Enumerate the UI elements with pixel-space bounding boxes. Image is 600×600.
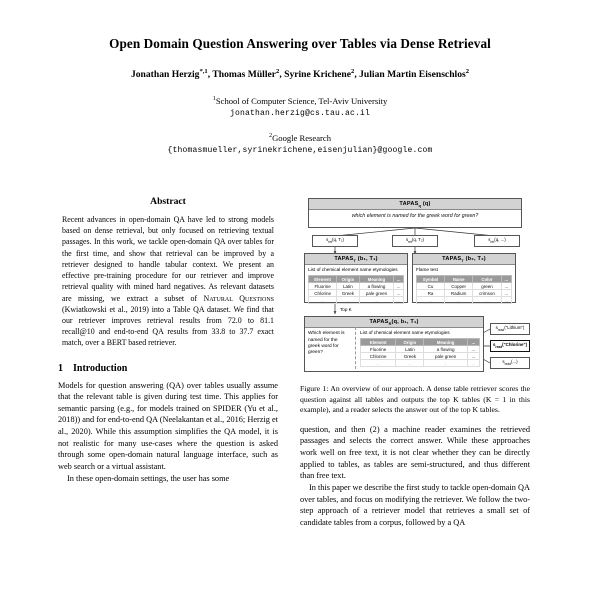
email-1: jonathan.herzig@cs.tau.ac.il	[229, 108, 371, 118]
cell: Chlorine	[309, 290, 337, 297]
cell: ...	[467, 353, 479, 360]
author-4-marks: 2	[465, 67, 470, 75]
score-box-2-sub: ret	[408, 240, 412, 245]
retriever-header	[309, 199, 521, 210]
affiliation-1-marker: 1	[212, 94, 216, 102]
answer-box-2-arg: ("Chlorine")	[502, 342, 528, 348]
figure-diagram	[300, 196, 530, 376]
cell: Ra	[417, 290, 445, 297]
cell: Chlorine	[361, 353, 396, 360]
col-header: Meaning	[424, 339, 467, 346]
answer-box-3-arg: (...)	[511, 359, 518, 365]
col-header: ...	[394, 276, 404, 283]
retriever-header-main: TAPAS	[399, 200, 419, 207]
table-row	[309, 290, 404, 297]
reader-question-text: Which element is named for the greek word for green?	[308, 331, 345, 355]
abstract-part-1: Recent advances in open-domain QA have led to strong models based on dense retrieval, but only focused on retrieving textual passages. In this work, we tackle open-domain QA over tables for the first time, and show that retrieval can be improved by a retriever designed to handle tabular context. We present an effective pre-training procedure for our retriever and improve retrieval quality with mined hard negatives. As relevant datasets are missing, we extract a subset of	[62, 215, 274, 303]
affiliation-2	[58, 132, 542, 144]
score-box-1-arg: (q, T₁)	[332, 237, 344, 243]
table-box-1-table	[308, 275, 404, 304]
col-header: Element	[309, 276, 337, 283]
score-box-2	[392, 235, 438, 247]
reader-table	[360, 338, 480, 367]
col-header: Color	[473, 276, 501, 283]
retriever-question-box	[308, 198, 522, 228]
answer-box-1-main: s	[495, 325, 498, 331]
cell: ...	[417, 297, 445, 304]
affiliation-2-label: Google Research	[272, 132, 332, 143]
affiliation-1	[58, 95, 542, 107]
answer-box-2-main: s	[492, 342, 496, 348]
email-2: {thomasmueller,syrinekrichene,eisenjulian}@google.com	[167, 146, 433, 156]
answer-box-3-sub: read	[504, 362, 511, 367]
cell: ...	[473, 297, 501, 304]
answer-box-3	[490, 357, 530, 369]
score-box-1-sub: ret	[328, 240, 333, 245]
author-2-marks: 2	[276, 67, 280, 75]
table-row	[417, 283, 512, 290]
cell: ...	[501, 290, 511, 297]
cell: ...	[337, 297, 359, 304]
author-sep-2: ,	[279, 69, 285, 81]
table-header-row	[361, 339, 480, 346]
author-4: Julian Martin Eisenschlos	[359, 69, 466, 81]
table-row	[361, 360, 480, 367]
author-1: Jonathan Herzig	[130, 69, 200, 81]
retriever-header-arg: (q)	[422, 200, 431, 207]
cell: ...	[501, 297, 511, 304]
author-1-marks: *,1	[199, 67, 208, 75]
answer-box-3-main: s	[502, 359, 505, 365]
table-header-row	[309, 276, 404, 283]
top-k-label: Top K	[340, 307, 352, 312]
cell: ...	[467, 360, 479, 367]
table-row	[361, 346, 480, 353]
cell: ...	[424, 360, 467, 367]
table-box-1-header-sub: T	[353, 258, 356, 263]
cell: ...	[359, 297, 394, 304]
col-header: Meaning	[359, 276, 394, 283]
col-header: Origin	[396, 339, 424, 346]
score-box-3	[474, 235, 520, 247]
table-row	[417, 297, 512, 304]
section-heading-introduction	[58, 363, 278, 374]
cell: Cu	[417, 283, 445, 290]
cell: ...	[394, 290, 404, 297]
score-box-2-main: s	[405, 237, 409, 243]
cell: Copper	[445, 283, 473, 290]
cell: a flowing	[359, 283, 394, 290]
answer-box-1-arg: ("Lithium")	[504, 325, 525, 331]
cell: ...	[467, 346, 479, 353]
reader-table-area	[357, 328, 483, 367]
intro-paragraph-1: Models for question answering (QA) over tables usually assume that the relevant table is given during test time. This applies for semantic parsing (e.g., for models trained on SPIDER (Yu et al., 2018)) and for end-to-end QA (Neelakantan et al., 2016; Herzig et al., 2020). While this assumption simplifies the QA model, it is not realistic for many use-cases where the question is asked through some open-domain natural language interface, such as web search or a virtual assistant.	[58, 380, 278, 471]
author-sep-3: ,	[354, 69, 360, 81]
score-box-3-arg: (q, ...)	[494, 237, 506, 243]
cell: crimson	[473, 290, 501, 297]
author-list	[58, 68, 542, 82]
affiliation-1-label: School of Computer Science, Tel-Aviv University	[215, 95, 388, 106]
table-box-2-header	[413, 254, 515, 265]
cell: Latin	[396, 346, 424, 353]
table-row	[309, 283, 404, 290]
author-3: Syrine Krichene	[284, 69, 352, 81]
cell: Latin	[337, 283, 359, 290]
cell: Fluorine	[361, 346, 396, 353]
score-box-2-arg: (q, T₂)	[411, 237, 425, 243]
cell: pale green	[424, 353, 467, 360]
cell: ...	[396, 360, 424, 367]
table-box-1-title: List of chemical element name etymologies	[308, 267, 398, 273]
reader-header-arg: (q, b₁, T₁)	[391, 318, 419, 325]
answer-box-1	[490, 323, 530, 335]
retriever-header-sub: q	[418, 203, 422, 208]
score-box-1	[312, 235, 358, 247]
reader-divider	[355, 327, 356, 369]
cell: Greek	[337, 290, 359, 297]
table-box-2	[412, 253, 516, 303]
table-box-1-header-arg: (b₁, T₁)	[357, 255, 378, 262]
retriever-question-text: which element is named for the greek word for green?	[351, 212, 479, 219]
reader-header-sub: R	[388, 321, 392, 326]
reader-header	[305, 317, 483, 328]
table-row	[309, 297, 404, 304]
section-title: Introduction	[73, 362, 128, 374]
figure-caption: Figure 1: An overview of our approach. A dense table retriever scores the question against all tables and outputs the top K tables (K = 1 in this example), and a reader selects the answer out of the top K tables.	[300, 384, 530, 415]
cell: pale green	[359, 290, 394, 297]
table-row	[361, 353, 480, 360]
author-sep-1: ,	[207, 69, 213, 81]
col-header: Element	[361, 339, 396, 346]
table-box-2-title: Flame test	[416, 267, 438, 273]
right-column	[300, 196, 530, 600]
col-header: ...	[467, 339, 479, 346]
table-box-2-header-main: TAPAS	[442, 255, 462, 262]
cell: ...	[309, 297, 337, 304]
right-paragraph-1: question, and then (2) a machine reader examines the retrieved passages and selects the correct answer. While these approaches work well on free text, it is not clear whether they can be directly applied to tables, as tables are semi-structured, and thus different than free text.	[300, 424, 530, 481]
col-header: Symbol	[417, 276, 445, 283]
right-paragraph-2: In this paper we describe the first study to tackle open-domain QA over tables, and focus on modifying the retriever. We follow the two-step approach of a retriever model that retrieves a small set of candidate tables from a corpus, followed by a QA	[300, 482, 530, 527]
table-box-1-header-main: TAPAS	[334, 255, 354, 262]
table-box-2-table	[416, 275, 512, 304]
cell: ...	[394, 297, 404, 304]
author-2: Thomas Müller	[212, 69, 277, 81]
abstract-text	[58, 214, 278, 349]
score-box-3-sub: ret	[490, 240, 495, 245]
col-header: Name	[445, 276, 473, 283]
reader-box	[304, 316, 484, 372]
page-title: Open Domain Question Answering over Tables via Dense Retrieval	[109, 36, 491, 51]
score-box-1-main: s	[326, 237, 329, 243]
reader-header-main: TAPAS	[369, 318, 389, 325]
figure-1	[300, 196, 530, 416]
section-number: 1	[58, 362, 63, 374]
col-header: Origin	[337, 276, 359, 283]
cell: Radium	[445, 290, 473, 297]
intro-paragraph-2: In these open-domain settings, the user has some	[67, 473, 230, 483]
cell: Fluorine	[309, 283, 337, 290]
table-row	[417, 290, 512, 297]
cell: green	[473, 283, 501, 290]
paper-body	[0, 196, 600, 600]
score-box-3-main: s	[488, 237, 491, 243]
abstract-heading: Abstract	[150, 196, 186, 207]
table-box-1	[304, 253, 408, 303]
table-box-2-header-arg: (b₂, T₂)	[465, 255, 486, 262]
cell: ...	[361, 360, 396, 367]
reader-table-title: List of chemical element name etymologies	[360, 330, 450, 336]
author-3-marks: 2	[351, 67, 355, 75]
cell: ...	[394, 283, 404, 290]
cell: ...	[501, 283, 511, 290]
paper-header	[0, 0, 600, 157]
col-header: ...	[501, 276, 511, 283]
answer-box-2-selected	[490, 340, 530, 352]
abstract-part-2: (Kwiatkowski et al., 2019) into a Table QA dataset. We find that our retriever improves retrieval results from 72.0 to 81.1 recall@10 and end-to-end QA results from 33.8 to 37.7 exact match, over a BERT based retriever.	[62, 304, 274, 348]
cell: ...	[445, 297, 473, 304]
abstract-smallcaps: Natural Questions	[203, 293, 274, 303]
cell: Greek	[396, 353, 424, 360]
answer-box-1-sub: read	[497, 328, 505, 333]
answer-box-2-sub: read	[495, 345, 503, 350]
table-box-2-header-sub: T	[461, 258, 464, 263]
cell: a flowing	[424, 346, 467, 353]
table-box-1-header	[305, 254, 407, 265]
left-column	[58, 196, 278, 600]
affiliation-2-marker: 2	[268, 132, 273, 140]
table-header-row	[417, 276, 512, 283]
